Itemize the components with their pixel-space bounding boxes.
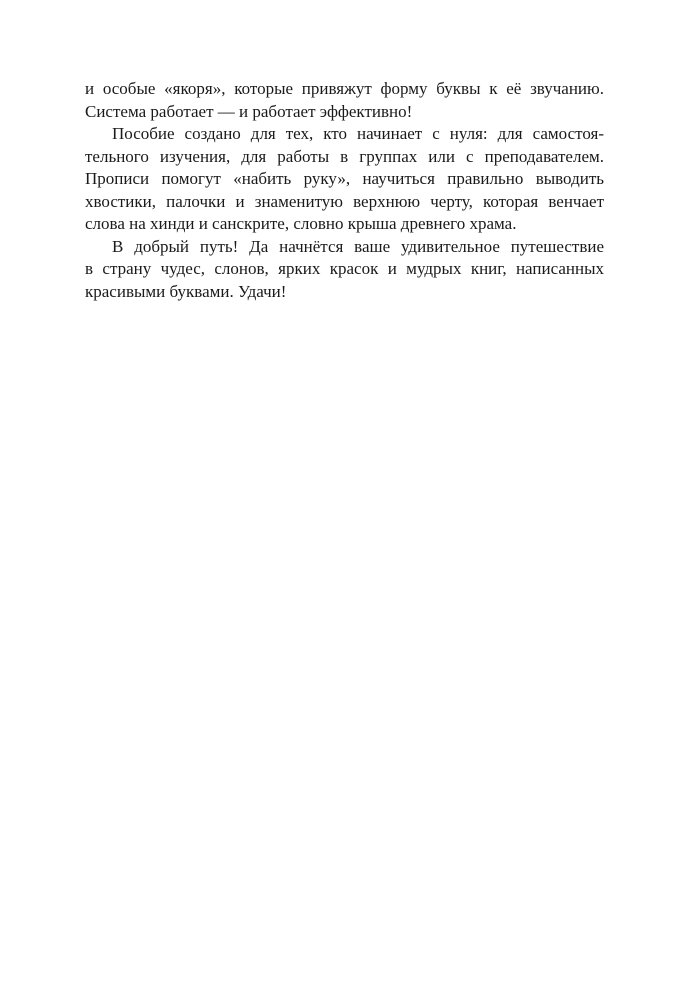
- text-line: красивыми буквами. Удачи!: [85, 281, 287, 301]
- text-line: слова на хинди и санскрите, словно крыша древнего храма.: [85, 214, 517, 233]
- paragraph-3: [85, 236, 604, 304]
- paragraph-1: [85, 78, 604, 123]
- text-line: хвостики, палочки и знаменитую верхнюю черту, которая венчает: [85, 191, 604, 211]
- text-line: Прописи помогут «набить руку», научиться правильно выводить: [85, 169, 604, 188]
- text-line: и особые «якоря», которые привяжут форму буквы к её звучанию.: [85, 79, 604, 98]
- text-line: в страну чудес, слонов, ярких красок и мудрых книг, написанных: [85, 259, 604, 278]
- text-line: Пособие создано для тех, кто начинает с нуля: для самостоя-: [112, 124, 604, 143]
- body-text: [85, 78, 604, 303]
- text-line: тельного изучения, для работы в группах или с преподавателем.: [85, 146, 604, 166]
- text-line: Система работает — и работает эффективно!: [85, 101, 413, 121]
- paragraph-2: [85, 123, 604, 236]
- text-line: В добрый путь! Да начнётся ваше удивительное путешествие: [112, 236, 604, 256]
